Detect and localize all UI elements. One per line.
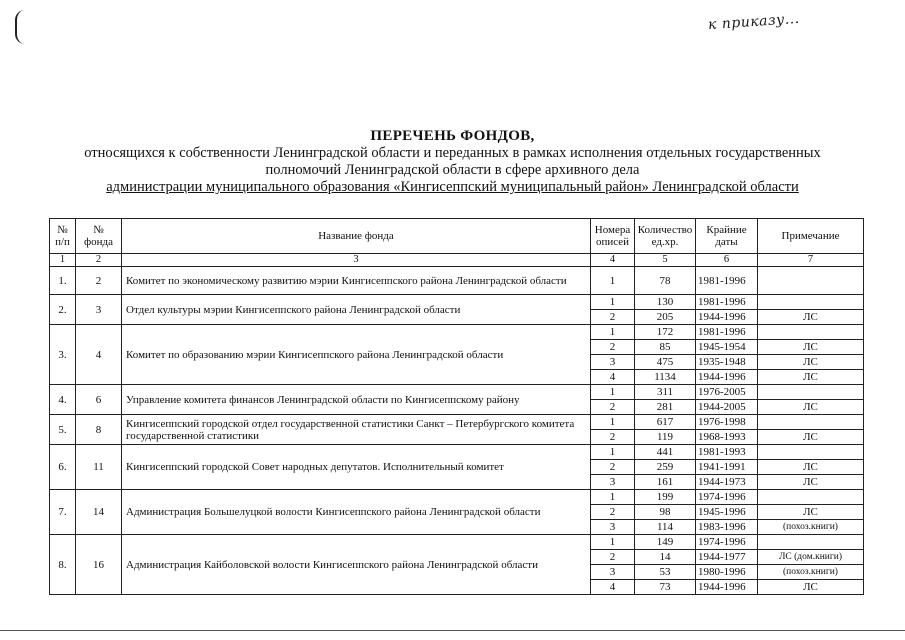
date-range: 1981-1993 <box>696 445 758 460</box>
inventory-number: 4 <box>591 370 635 385</box>
date-range: 1976-2005 <box>696 385 758 400</box>
date-range: 1981-1996 <box>696 325 758 340</box>
note: ЛС <box>758 475 864 490</box>
header-note: Примечание <box>758 219 864 254</box>
note: ЛС <box>758 460 864 475</box>
fund-npp: 3. <box>50 325 76 385</box>
fund-npp: 1. <box>50 267 76 295</box>
storage-unit-count: 73 <box>635 580 696 595</box>
funds-table <box>49 218 864 595</box>
storage-unit-count: 149 <box>635 535 696 550</box>
fund-number: 3 <box>76 295 122 325</box>
document-title: ПЕРЕЧЕНЬ ФОНДОВ, <box>370 128 535 144</box>
storage-unit-count: 119 <box>635 430 696 445</box>
table-row <box>50 415 864 430</box>
storage-unit-count: 161 <box>635 475 696 490</box>
date-range: 1980-1996 <box>696 565 758 580</box>
fund-name: Администрация Большелуцкой волости Кингисеппского района Ленинградской области <box>122 490 591 535</box>
table-header-row <box>50 219 864 254</box>
fund-name: Управление комитета финансов Ленинградской области по Кингисеппскому району <box>122 385 591 415</box>
note: ЛС <box>758 505 864 520</box>
storage-unit-count: 1134 <box>635 370 696 385</box>
table-row <box>50 535 864 550</box>
inventory-number: 1 <box>591 535 635 550</box>
page-edge-line <box>0 630 905 631</box>
inventory-number: 2 <box>591 400 635 415</box>
table-row <box>50 325 864 340</box>
date-range: 1945-1996 <box>696 505 758 520</box>
fund-npp: 6. <box>50 445 76 490</box>
header-dates: Крайние даты <box>696 219 758 254</box>
fund-name: Кингисеппский городской Совет народных депутатов. Исполнительный комитет <box>122 445 591 490</box>
subtitle-line-3: администрации муниципального образования «Кингисеппский муниципальный район» Ленинградской области <box>106 179 799 195</box>
column-number: 6 <box>696 254 758 267</box>
fund-number: 16 <box>76 535 122 595</box>
document-heading <box>0 128 905 196</box>
fund-name: Администрация Кайболовской волости Кингисеппского района Ленинградской области <box>122 535 591 595</box>
date-range: 1944-1996 <box>696 580 758 595</box>
note <box>758 445 864 460</box>
inventory-number: 3 <box>591 475 635 490</box>
note <box>758 295 864 310</box>
note <box>758 535 864 550</box>
storage-unit-count: 78 <box>635 267 696 295</box>
note: ЛС <box>758 355 864 370</box>
date-range: 1935-1948 <box>696 355 758 370</box>
fund-npp: 4. <box>50 385 76 415</box>
date-range: 1944-1996 <box>696 370 758 385</box>
inventory-number: 3 <box>591 355 635 370</box>
storage-unit-count: 281 <box>635 400 696 415</box>
subtitle-line-1: относящихся к собственности Ленинградской области и переданных в рамках исполнения отдельных государственных <box>84 145 821 161</box>
inventory-number: 2 <box>591 340 635 355</box>
date-range: 1974-1996 <box>696 490 758 505</box>
handwritten-note: к приказу... <box>707 10 801 34</box>
column-number: 5 <box>635 254 696 267</box>
inventory-number: 2 <box>591 505 635 520</box>
note <box>758 415 864 430</box>
fund-number: 11 <box>76 445 122 490</box>
column-number: 7 <box>758 254 864 267</box>
date-range: 1983-1996 <box>696 520 758 535</box>
column-number: 4 <box>591 254 635 267</box>
note <box>758 490 864 505</box>
inventory-number: 1 <box>591 385 635 400</box>
date-range: 1968-1993 <box>696 430 758 445</box>
storage-unit-count: 259 <box>635 460 696 475</box>
storage-unit-count: 130 <box>635 295 696 310</box>
note: ЛС <box>758 580 864 595</box>
date-range: 1981-1996 <box>696 295 758 310</box>
table-row <box>50 490 864 505</box>
date-range: 1944-1977 <box>696 550 758 565</box>
note: ЛС <box>758 310 864 325</box>
inventory-number: 1 <box>591 445 635 460</box>
table-row <box>50 267 864 295</box>
date-range: 1981-1996 <box>696 267 758 295</box>
column-number: 3 <box>122 254 591 267</box>
storage-unit-count: 14 <box>635 550 696 565</box>
note: ЛС <box>758 340 864 355</box>
note: ЛС (дом.книги) <box>758 550 864 565</box>
header-npp: № п/п <box>50 219 76 254</box>
storage-unit-count: 98 <box>635 505 696 520</box>
storage-unit-count: 85 <box>635 340 696 355</box>
date-range: 1944-2005 <box>696 400 758 415</box>
margin-bracket-mark <box>15 10 27 44</box>
inventory-number: 3 <box>591 565 635 580</box>
table-row <box>50 385 864 400</box>
fund-number: 8 <box>76 415 122 445</box>
column-number: 1 <box>50 254 76 267</box>
inventory-number: 4 <box>591 580 635 595</box>
subtitle-line-2: полномочий Ленинградской области в сфере архивного дела <box>265 162 640 178</box>
inventory-number: 2 <box>591 550 635 565</box>
date-range: 1941-1991 <box>696 460 758 475</box>
storage-unit-count: 53 <box>635 565 696 580</box>
inventory-number: 1 <box>591 295 635 310</box>
fund-name: Комитет по образованию мэрии Кингисеппского района Ленинградской области <box>122 325 591 385</box>
storage-unit-count: 311 <box>635 385 696 400</box>
note: ЛС <box>758 400 864 415</box>
inventory-number: 1 <box>591 490 635 505</box>
storage-unit-count: 199 <box>635 490 696 505</box>
header-inventories: Номера описей <box>591 219 635 254</box>
storage-unit-count: 475 <box>635 355 696 370</box>
table-row <box>50 295 864 310</box>
header-quantity: Количество ед.хр. <box>635 219 696 254</box>
note: ЛС <box>758 370 864 385</box>
date-range: 1944-1973 <box>696 475 758 490</box>
fund-npp: 5. <box>50 415 76 445</box>
storage-unit-count: 205 <box>635 310 696 325</box>
fund-number: 6 <box>76 385 122 415</box>
storage-unit-count: 441 <box>635 445 696 460</box>
note <box>758 267 864 295</box>
note <box>758 325 864 340</box>
fund-number: 4 <box>76 325 122 385</box>
storage-unit-count: 172 <box>635 325 696 340</box>
inventory-number: 2 <box>591 460 635 475</box>
date-range: 1974-1996 <box>696 535 758 550</box>
fund-name: Отдел культуры мэрии Кингисеппского района Ленинградской области <box>122 295 591 325</box>
date-range: 1944-1996 <box>696 310 758 325</box>
fund-number: 14 <box>76 490 122 535</box>
header-name: Название фонда <box>122 219 591 254</box>
fund-name: Комитет по экономическому развитию мэрии Кингисеппского района Ленинградской области <box>122 267 591 295</box>
fund-name: Кингисеппский городской отдел государственной статистики Санкт – Петербургского комитета государственной статистики <box>122 415 591 445</box>
header-fond: № фонда <box>76 219 122 254</box>
storage-unit-count: 114 <box>635 520 696 535</box>
note <box>758 385 864 400</box>
fund-npp: 7. <box>50 490 76 535</box>
inventory-number: 2 <box>591 430 635 445</box>
fund-number: 2 <box>76 267 122 295</box>
inventory-number: 1 <box>591 267 635 295</box>
inventory-number: 1 <box>591 415 635 430</box>
note: (похоз.книги) <box>758 520 864 535</box>
table-row <box>50 445 864 460</box>
inventory-number: 2 <box>591 310 635 325</box>
column-number: 2 <box>76 254 122 267</box>
inventory-number: 3 <box>591 520 635 535</box>
date-range: 1976-1998 <box>696 415 758 430</box>
fund-npp: 8. <box>50 535 76 595</box>
note: (похоз.книги) <box>758 565 864 580</box>
fund-npp: 2. <box>50 295 76 325</box>
inventory-number: 1 <box>591 325 635 340</box>
note: ЛС <box>758 430 864 445</box>
column-numbers-row <box>50 254 864 267</box>
date-range: 1945-1954 <box>696 340 758 355</box>
storage-unit-count: 617 <box>635 415 696 430</box>
